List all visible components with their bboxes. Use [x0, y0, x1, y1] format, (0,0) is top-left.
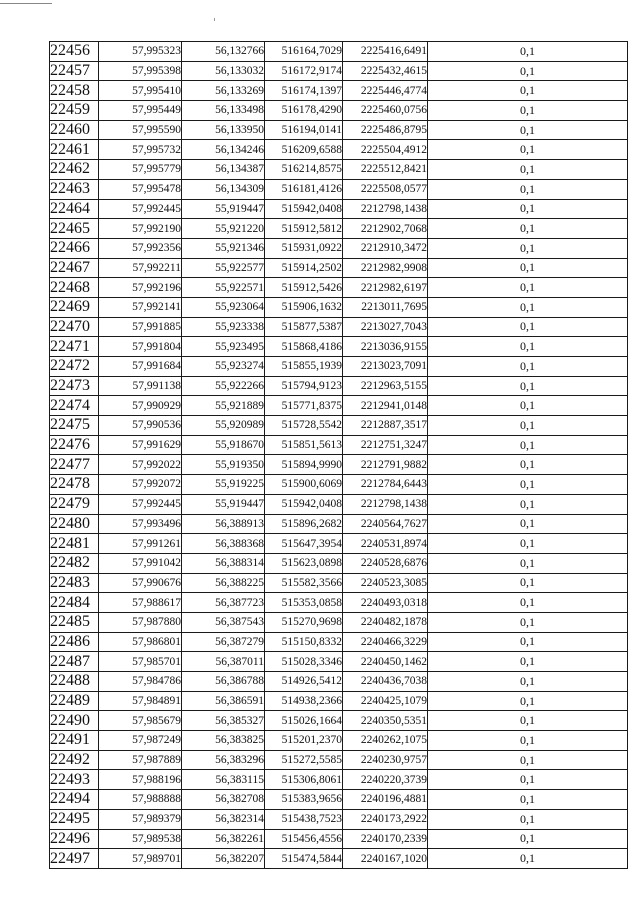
coord-y-cell: 2240350,5351 [343, 711, 428, 731]
table-row [50, 829, 628, 849]
value-cell: 0,1 [428, 376, 628, 396]
value-cell: 0,1 [428, 809, 628, 829]
value-cell: 0,1 [428, 317, 628, 337]
coord-y-cell: 2213011,7695 [343, 297, 428, 317]
value-cell: 0,1 [428, 435, 628, 455]
table-row [50, 238, 628, 258]
coord-y-cell: 2212902,7068 [343, 219, 428, 239]
longitude-cell: 56,387543 [182, 612, 265, 632]
coord-x-cell: 515906,1632 [265, 297, 343, 317]
coord-x-cell: 515868,4186 [265, 337, 343, 357]
latitude-cell: 57,984891 [99, 691, 182, 711]
point-number-cell: 22488 [50, 672, 99, 692]
point-number-cell: 22497 [50, 849, 99, 869]
coord-x-cell: 515438,7523 [265, 809, 343, 829]
point-number-cell: 22457 [50, 61, 99, 81]
coord-y-cell: 2212963,5155 [343, 376, 428, 396]
longitude-cell: 56,134309 [182, 179, 265, 199]
coord-x-cell: 515896,2682 [265, 514, 343, 534]
coord-y-cell: 2240531,8974 [343, 534, 428, 554]
table-row [50, 396, 628, 416]
coord-y-cell: 2212798,1438 [343, 199, 428, 219]
longitude-cell: 56,382261 [182, 829, 265, 849]
table-row [50, 297, 628, 317]
latitude-cell: 57,991684 [99, 357, 182, 377]
longitude-cell: 56,388314 [182, 553, 265, 573]
longitude-cell: 55,922266 [182, 376, 265, 396]
latitude-cell: 57,995478 [99, 179, 182, 199]
table-row [50, 809, 628, 829]
coord-y-cell: 2212751,3247 [343, 435, 428, 455]
coord-y-cell: 2225512,8421 [343, 160, 428, 180]
point-number-cell: 22478 [50, 475, 99, 495]
coord-x-cell: 515582,3566 [265, 573, 343, 593]
coord-y-cell: 2212982,9908 [343, 258, 428, 278]
point-number-cell: 22481 [50, 534, 99, 554]
point-number-cell: 22482 [50, 553, 99, 573]
coord-x-cell: 515623,0898 [265, 553, 343, 573]
longitude-cell: 55,921220 [182, 219, 265, 239]
coord-x-cell: 515900,6069 [265, 475, 343, 495]
table-row [50, 376, 628, 396]
coord-x-cell: 516181,4126 [265, 179, 343, 199]
coord-x-cell: 515914,2502 [265, 258, 343, 278]
value-cell: 0,1 [428, 750, 628, 770]
table-row [50, 731, 628, 751]
point-number-cell: 22468 [50, 278, 99, 298]
table-row [50, 416, 628, 436]
value-cell: 0,1 [428, 632, 628, 652]
latitude-cell: 57,992022 [99, 455, 182, 475]
value-cell: 0,1 [428, 672, 628, 692]
coord-x-cell: 514926,5412 [265, 672, 343, 692]
table-row [50, 140, 628, 160]
coord-x-cell: 515150,8332 [265, 632, 343, 652]
longitude-cell: 56,386788 [182, 672, 265, 692]
coord-y-cell: 2225416,6491 [343, 42, 428, 62]
coord-x-cell: 515474,5844 [265, 849, 343, 869]
coord-y-cell: 2240466,3229 [343, 632, 428, 652]
latitude-cell: 57,995398 [99, 61, 182, 81]
coord-x-cell: 515456,4556 [265, 829, 343, 849]
coord-y-cell: 2240450,1462 [343, 652, 428, 672]
table-row [50, 42, 628, 62]
point-number-cell: 22479 [50, 494, 99, 514]
value-cell: 0,1 [428, 297, 628, 317]
point-number-cell: 22462 [50, 160, 99, 180]
point-number-cell: 22472 [50, 357, 99, 377]
longitude-cell: 56,382207 [182, 849, 265, 869]
value-cell: 0,1 [428, 593, 628, 613]
table-row [50, 494, 628, 514]
latitude-cell: 57,992445 [99, 494, 182, 514]
coord-y-cell: 2212784,6443 [343, 475, 428, 495]
table-row [50, 514, 628, 534]
latitude-cell: 57,984786 [99, 672, 182, 692]
longitude-cell: 56,386591 [182, 691, 265, 711]
point-number-cell: 22467 [50, 258, 99, 278]
latitude-cell: 57,990929 [99, 396, 182, 416]
value-cell: 0,1 [428, 731, 628, 751]
coord-y-cell: 2213023,7091 [343, 357, 428, 377]
table-row [50, 258, 628, 278]
coord-x-cell: 515855,1939 [265, 357, 343, 377]
table-row [50, 593, 628, 613]
value-cell: 0,1 [428, 238, 628, 258]
coord-y-cell: 2240564,7627 [343, 514, 428, 534]
point-number-cell: 22496 [50, 829, 99, 849]
value-cell: 0,1 [428, 553, 628, 573]
longitude-cell: 56,387723 [182, 593, 265, 613]
longitude-cell: 55,921346 [182, 238, 265, 258]
coord-y-cell: 2213036,9155 [343, 337, 428, 357]
value-cell: 0,1 [428, 258, 628, 278]
longitude-cell: 56,132766 [182, 42, 265, 62]
latitude-cell: 57,986801 [99, 632, 182, 652]
coord-y-cell: 2240523,3085 [343, 573, 428, 593]
point-number-cell: 22493 [50, 770, 99, 790]
value-cell: 0,1 [428, 396, 628, 416]
latitude-cell: 57,992211 [99, 258, 182, 278]
latitude-cell: 57,991042 [99, 553, 182, 573]
coord-x-cell: 516209,6588 [265, 140, 343, 160]
table-row [50, 199, 628, 219]
latitude-cell: 57,992196 [99, 278, 182, 298]
coord-x-cell: 515026,1664 [265, 711, 343, 731]
table-row [50, 573, 628, 593]
longitude-cell: 55,922571 [182, 278, 265, 298]
longitude-cell: 55,923274 [182, 357, 265, 377]
value-cell: 0,1 [428, 42, 628, 62]
coord-y-cell: 2212798,1438 [343, 494, 428, 514]
latitude-cell: 57,987249 [99, 731, 182, 751]
point-number-cell: 22485 [50, 612, 99, 632]
coord-y-cell: 2240262,1075 [343, 731, 428, 751]
coord-x-cell: 515942,0408 [265, 494, 343, 514]
longitude-cell: 56,133498 [182, 101, 265, 121]
point-number-cell: 22480 [50, 514, 99, 534]
point-number-cell: 22458 [50, 81, 99, 101]
table-row [50, 337, 628, 357]
coord-x-cell: 515201,2370 [265, 731, 343, 751]
table-row [50, 612, 628, 632]
value-cell: 0,1 [428, 337, 628, 357]
top-edge-rule [0, 3, 52, 4]
coord-y-cell: 2240482,1878 [343, 612, 428, 632]
value-cell: 0,1 [428, 691, 628, 711]
latitude-cell: 57,995410 [99, 81, 182, 101]
point-number-cell: 22475 [50, 416, 99, 436]
coord-y-cell: 2213027,7043 [343, 317, 428, 337]
coord-y-cell: 2225504,4912 [343, 140, 428, 160]
value-cell: 0,1 [428, 770, 628, 790]
longitude-cell: 56,388368 [182, 534, 265, 554]
value-cell: 0,1 [428, 494, 628, 514]
latitude-cell: 57,989701 [99, 849, 182, 869]
coord-y-cell: 2240436,7038 [343, 672, 428, 692]
value-cell: 0,1 [428, 120, 628, 140]
point-number-cell: 22470 [50, 317, 99, 337]
point-number-cell: 22486 [50, 632, 99, 652]
point-number-cell: 22477 [50, 455, 99, 475]
point-number-cell: 22471 [50, 337, 99, 357]
latitude-cell: 57,991885 [99, 317, 182, 337]
point-number-cell: 22469 [50, 297, 99, 317]
table-row [50, 534, 628, 554]
value-cell: 0,1 [428, 790, 628, 810]
latitude-cell: 57,991261 [99, 534, 182, 554]
value-cell: 0,1 [428, 573, 628, 593]
longitude-cell: 56,382708 [182, 790, 265, 810]
coord-x-cell: 516194,0141 [265, 120, 343, 140]
coord-y-cell: 2240173,2922 [343, 809, 428, 829]
coord-x-cell: 516214,8575 [265, 160, 343, 180]
table-row [50, 160, 628, 180]
latitude-cell: 57,995323 [99, 42, 182, 62]
value-cell: 0,1 [428, 160, 628, 180]
longitude-cell: 55,922577 [182, 258, 265, 278]
point-number-cell: 22490 [50, 711, 99, 731]
coord-y-cell: 2240220,3739 [343, 770, 428, 790]
value-cell: 0,1 [428, 612, 628, 632]
latitude-cell: 57,988617 [99, 593, 182, 613]
longitude-cell: 55,919225 [182, 475, 265, 495]
point-number-cell: 22483 [50, 573, 99, 593]
point-number-cell: 22495 [50, 809, 99, 829]
point-number-cell: 22489 [50, 691, 99, 711]
longitude-cell: 55,919447 [182, 494, 265, 514]
latitude-cell: 57,995779 [99, 160, 182, 180]
coord-y-cell: 2240167,1020 [343, 849, 428, 869]
point-number-cell: 22460 [50, 120, 99, 140]
coord-x-cell: 515728,5542 [265, 416, 343, 436]
value-cell: 0,1 [428, 711, 628, 731]
longitude-cell: 56,383825 [182, 731, 265, 751]
coord-y-cell: 2240170,2339 [343, 829, 428, 849]
value-cell: 0,1 [428, 849, 628, 869]
table-row [50, 691, 628, 711]
table-row [50, 61, 628, 81]
table-row [50, 455, 628, 475]
coord-y-cell: 2225446,4774 [343, 81, 428, 101]
table-row [50, 219, 628, 239]
value-cell: 0,1 [428, 416, 628, 436]
coord-x-cell: 515647,3954 [265, 534, 343, 554]
value-cell: 0,1 [428, 278, 628, 298]
point-number-cell: 22487 [50, 652, 99, 672]
value-cell: 0,1 [428, 534, 628, 554]
table-row [50, 652, 628, 672]
longitude-cell: 56,383296 [182, 750, 265, 770]
coord-y-cell: 2212941,0148 [343, 396, 428, 416]
longitude-cell: 55,918670 [182, 435, 265, 455]
coord-y-cell: 2240230,9757 [343, 750, 428, 770]
latitude-cell: 57,987889 [99, 750, 182, 770]
latitude-cell: 57,985701 [99, 652, 182, 672]
point-number-cell: 22465 [50, 219, 99, 239]
value-cell: 0,1 [428, 199, 628, 219]
point-number-cell: 22456 [50, 42, 99, 62]
coord-x-cell: 515894,9990 [265, 455, 343, 475]
longitude-cell: 55,923338 [182, 317, 265, 337]
latitude-cell: 57,989379 [99, 809, 182, 829]
coord-x-cell: 516172,9174 [265, 61, 343, 81]
table-row [50, 770, 628, 790]
coord-y-cell: 2225432,4615 [343, 61, 428, 81]
latitude-cell: 57,989538 [99, 829, 182, 849]
coord-x-cell: 515383,9656 [265, 790, 343, 810]
table-row [50, 120, 628, 140]
value-cell: 0,1 [428, 829, 628, 849]
longitude-cell: 55,919350 [182, 455, 265, 475]
coordinate-table-body [50, 42, 628, 869]
longitude-cell: 55,920989 [182, 416, 265, 436]
longitude-cell: 56,383115 [182, 770, 265, 790]
latitude-cell: 57,992356 [99, 238, 182, 258]
table-row [50, 553, 628, 573]
value-cell: 0,1 [428, 514, 628, 534]
coord-y-cell: 2225460,0756 [343, 101, 428, 121]
point-number-cell: 22459 [50, 101, 99, 121]
value-cell: 0,1 [428, 101, 628, 121]
table-row [50, 435, 628, 455]
point-number-cell: 22464 [50, 199, 99, 219]
table-row [50, 849, 628, 869]
point-number-cell: 22474 [50, 396, 99, 416]
latitude-cell: 57,992190 [99, 219, 182, 239]
latitude-cell: 57,990676 [99, 573, 182, 593]
point-number-cell: 22461 [50, 140, 99, 160]
table-row [50, 278, 628, 298]
longitude-cell: 56,134246 [182, 140, 265, 160]
table-row [50, 81, 628, 101]
coord-x-cell: 514938,2366 [265, 691, 343, 711]
coord-x-cell: 515270,9698 [265, 612, 343, 632]
latitude-cell: 57,985679 [99, 711, 182, 731]
coord-y-cell: 2240196,4881 [343, 790, 428, 810]
point-number-cell: 22494 [50, 790, 99, 810]
longitude-cell: 56,385327 [182, 711, 265, 731]
coord-x-cell: 516178,4290 [265, 101, 343, 121]
point-number-cell: 22492 [50, 750, 99, 770]
latitude-cell: 57,995590 [99, 120, 182, 140]
coord-x-cell: 515877,5387 [265, 317, 343, 337]
latitude-cell: 57,991804 [99, 337, 182, 357]
coord-x-cell: 515931,0922 [265, 238, 343, 258]
latitude-cell: 57,988196 [99, 770, 182, 790]
longitude-cell: 56,388225 [182, 573, 265, 593]
latitude-cell: 57,993496 [99, 514, 182, 534]
point-number-cell: 22476 [50, 435, 99, 455]
value-cell: 0,1 [428, 219, 628, 239]
longitude-cell: 56,133032 [182, 61, 265, 81]
longitude-cell: 56,388913 [182, 514, 265, 534]
longitude-cell: 55,919447 [182, 199, 265, 219]
longitude-cell: 55,921889 [182, 396, 265, 416]
latitude-cell: 57,995449 [99, 101, 182, 121]
value-cell: 0,1 [428, 61, 628, 81]
table-row [50, 632, 628, 652]
value-cell: 0,1 [428, 475, 628, 495]
value-cell: 0,1 [428, 357, 628, 377]
value-cell: 0,1 [428, 179, 628, 199]
table-row [50, 750, 628, 770]
coord-x-cell: 515306,8061 [265, 770, 343, 790]
latitude-cell: 57,992141 [99, 297, 182, 317]
table-row [50, 101, 628, 121]
longitude-cell: 55,923064 [182, 297, 265, 317]
coord-x-cell: 515912,5426 [265, 278, 343, 298]
point-number-cell: 22484 [50, 593, 99, 613]
coord-x-cell: 515851,5613 [265, 435, 343, 455]
coord-x-cell: 515028,3346 [265, 652, 343, 672]
table-row [50, 317, 628, 337]
coord-y-cell: 2225508,0577 [343, 179, 428, 199]
coord-y-cell: 2240493,0318 [343, 593, 428, 613]
coord-x-cell: 515771,8375 [265, 396, 343, 416]
latitude-cell: 57,991138 [99, 376, 182, 396]
value-cell: 0,1 [428, 140, 628, 160]
longitude-cell: 56,133950 [182, 120, 265, 140]
value-cell: 0,1 [428, 652, 628, 672]
longitude-cell: 56,382314 [182, 809, 265, 829]
coord-y-cell: 2225486,8795 [343, 120, 428, 140]
coord-y-cell: 2212887,3517 [343, 416, 428, 436]
coord-x-cell: 515794,9123 [265, 376, 343, 396]
coord-y-cell: 2240528,6876 [343, 553, 428, 573]
longitude-cell: 56,387011 [182, 652, 265, 672]
longitude-cell: 56,134387 [182, 160, 265, 180]
point-number-cell: 22463 [50, 179, 99, 199]
value-cell: 0,1 [428, 455, 628, 475]
coordinate-table [49, 41, 628, 869]
table-row [50, 357, 628, 377]
latitude-cell: 57,987880 [99, 612, 182, 632]
table-row [50, 790, 628, 810]
point-number-cell: 22473 [50, 376, 99, 396]
longitude-cell: 56,133269 [182, 81, 265, 101]
point-number-cell: 22491 [50, 731, 99, 751]
coord-x-cell: 516174,1397 [265, 81, 343, 101]
latitude-cell: 57,988888 [99, 790, 182, 810]
table-row [50, 475, 628, 495]
longitude-cell: 55,923495 [182, 337, 265, 357]
table-row [50, 672, 628, 692]
coord-y-cell: 2212791,9882 [343, 455, 428, 475]
point-number-cell: 22466 [50, 238, 99, 258]
latitude-cell: 57,995732 [99, 140, 182, 160]
longitude-cell: 56,387279 [182, 632, 265, 652]
table-row [50, 711, 628, 731]
latitude-cell: 57,992072 [99, 475, 182, 495]
coord-x-cell: 515272,5585 [265, 750, 343, 770]
value-cell: 0,1 [428, 81, 628, 101]
coord-y-cell: 2240425,1079 [343, 691, 428, 711]
coord-x-cell: 515353,0858 [265, 593, 343, 613]
coord-x-cell: 515942,0408 [265, 199, 343, 219]
coord-x-cell: 516164,7029 [265, 42, 343, 62]
latitude-cell: 57,990536 [99, 416, 182, 436]
table-row [50, 179, 628, 199]
coord-x-cell: 515912,5812 [265, 219, 343, 239]
latitude-cell: 57,992445 [99, 199, 182, 219]
latitude-cell: 57,991629 [99, 435, 182, 455]
coord-y-cell: 2212982,6197 [343, 278, 428, 298]
coord-y-cell: 2212910,3472 [343, 238, 428, 258]
scan-speck [214, 18, 215, 21]
